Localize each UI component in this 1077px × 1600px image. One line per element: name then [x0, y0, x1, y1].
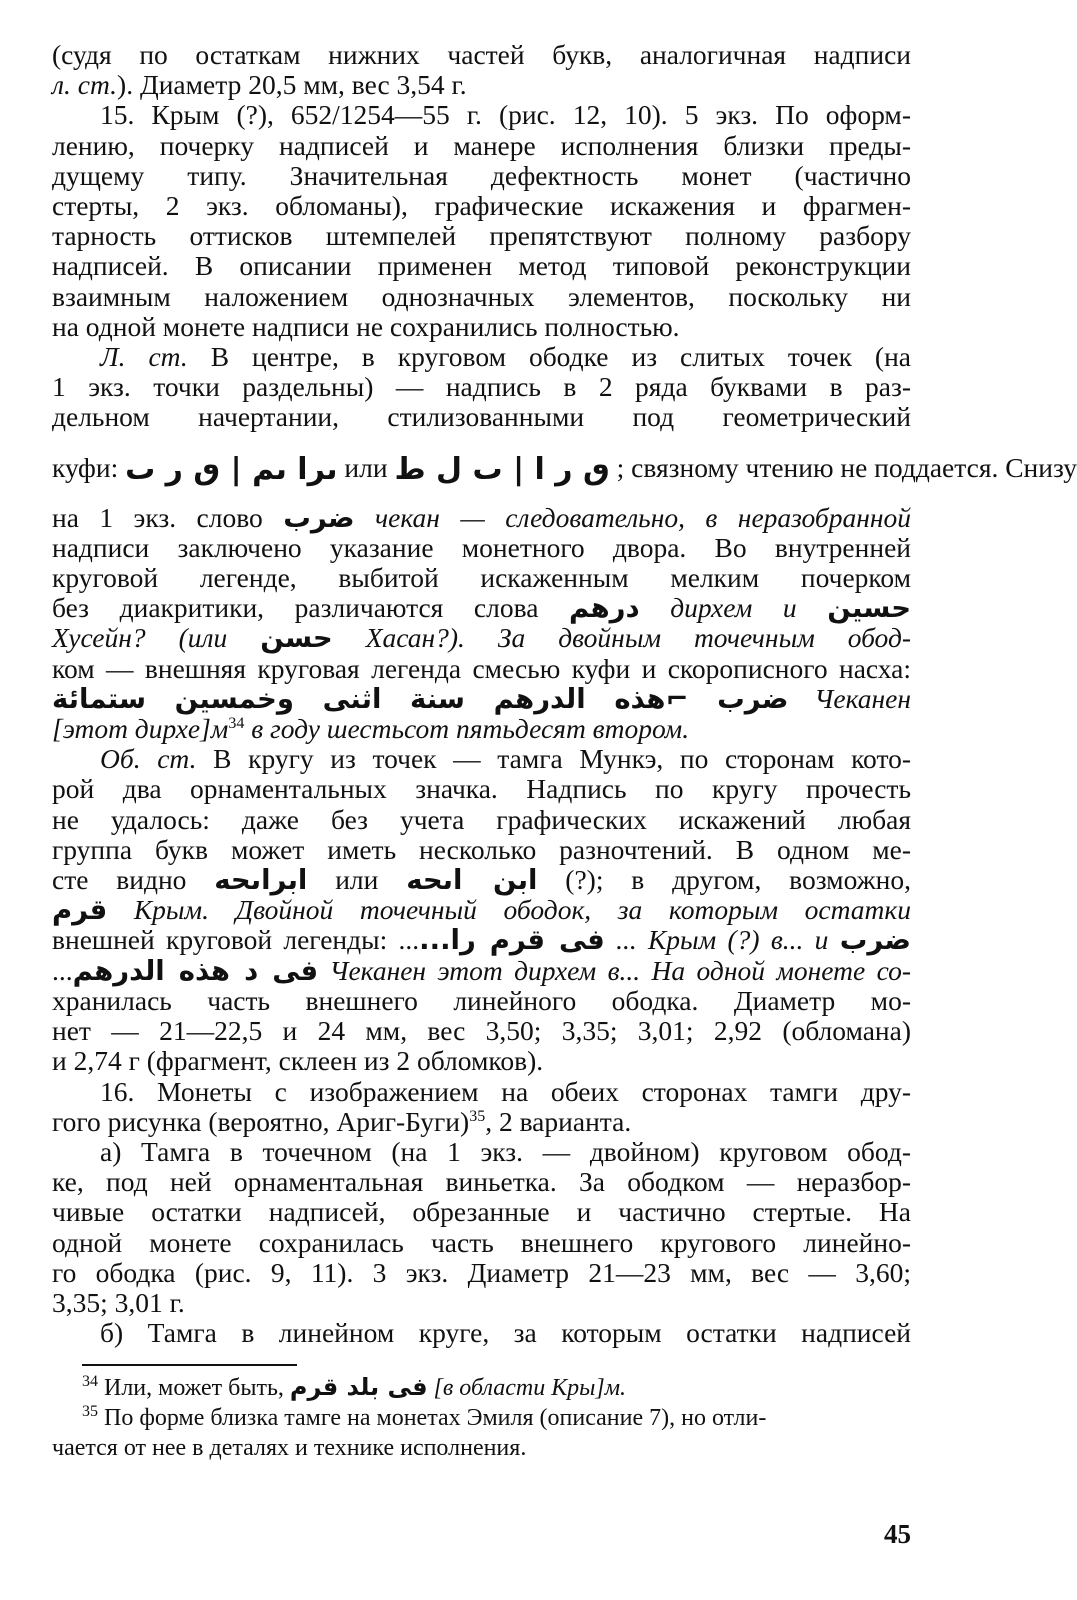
text-line: гого рисунка (вероятно, Ариг-Буги)$^{35}$, 2 варианта.: [52, 1105, 632, 1137]
text-line: قرم Крым. Двойной точечный ободок, за которым остатки: [52, 894, 911, 927]
text-line: надписей. В описании применен метод типовой реконструкции: [52, 250, 911, 282]
text-line: Л. ст. В центре, в круговом ободке из слитых точек (на: [100, 341, 911, 373]
text-line: внешней круговой легенды: ...فى قرم را... ... Крым (?) в... и ضرب: [52, 924, 912, 957]
text-line: и 2,74 г (фрагмент, склеен из 2 обломков).: [52, 1045, 544, 1077]
text-line: не удалось: даже без учета графических искажений любая: [52, 803, 911, 835]
text-line: хранилась часть внешнего линейного ободка. Диаметр мо-: [52, 984, 911, 1016]
text-line: а) Тамга в точечном (на 1 экз. — двойном) круговом обод-: [100, 1135, 911, 1167]
text-line: [этот $дирхе]м^{34}$ в году шестьсот пятьдесят втором.: [52, 713, 690, 745]
page-number: 45: [884, 1519, 911, 1549]
text-line: (судя по остаткам нижних частей букв, аналогичная надписи: [52, 39, 911, 70]
body-text: [52, 39, 1077, 1349]
footnote-35-cont: чается от нее в деталях и технике исполнения.: [52, 1435, 527, 1462]
text-line: ке, под ней орнаментальная виньетка. За ободком — неразбор-: [52, 1166, 911, 1198]
text-line: взаимным наложением однозначных элементов, поскольку ни: [52, 280, 911, 312]
text-line: на 1 экз. слово ضرب чекан — следовательно, в неразобранной: [52, 501, 912, 534]
text-line: го ободка (рис. 9, 11). 3 экз. Диаметр 21—23 мм, вес — 3,60;: [52, 1256, 911, 1288]
footnote-35: $^{35}$ По форме близка тамге на монетах Эмиля (описание 7), но отли-: [82, 1403, 767, 1432]
footnote-34: $^{34}$ Или, может быть, فى بلد قرم [в области Кры]м.: [82, 1373, 627, 1402]
text-line: л. ст.). Диаметр 20,5 мм, вес 3,54 г.: [52, 69, 467, 101]
text-line: куфи: ٮرا ىم | ٯ ر ٮ или ٯ ر ا | ٮ ل ط ; связному чтению не поддается. Снизу: [52, 451, 1077, 488]
text-line: б) Тамга в линейном круге, за которым остатки надписей: [100, 1317, 911, 1349]
text-line: ком — внешняя круговая легенда смесью куфи и скорописного насха:: [52, 652, 911, 684]
text-line: без диакритики, различаются слова درهم дирхем и حسين: [52, 592, 912, 625]
text-line: лению, почерку надписей и манере исполнения близки преды-: [52, 129, 911, 161]
text-line: надписи заключено указание монетного двора. Во внутренней: [52, 531, 911, 563]
text-line: Хусейн? (или حسن Хасан?). За двойным точечным обод-: [52, 622, 912, 655]
text-line: дельном начертании, стилизованными под геометрический: [52, 401, 911, 433]
text-line: дущему типу. Значительная дефектность монет (частично: [52, 159, 911, 191]
text-line: чивые остатки надписей, обрезанные и частично стертые. На: [52, 1196, 911, 1228]
footnotes: [52, 1372, 911, 1463]
text-line: 1 экз. точки раздельны) — надпись в 2 ряда буквами в раз-: [52, 371, 911, 403]
text-line: Об. ст. В кругу из точек — тамга Мункэ, по сторонам кото-: [100, 743, 912, 775]
text-line: группа букв может иметь несколько разночтений. В одном ме-: [52, 833, 911, 865]
text-line: 3,35; 3,01 г.: [52, 1286, 185, 1318]
kufi-inscription-a: ٮرا ىم | ٯ ر ٮ: [125, 452, 338, 488]
text-line: ضرب ⌐هذه الدرهم سنة اثنى وخمسين ستمائة Чеканен: [52, 682, 911, 715]
text-line: одной монете сохранилась часть внешнего кругового линейно-: [52, 1226, 911, 1258]
kufi-inscription-b: ٯ ر ا | ٮ ل ط: [394, 452, 610, 488]
text-line: нет — 21—22,5 и 24 мм, вес 3,50; 3,35; 3,01; 2,92 (обломана): [52, 1015, 911, 1047]
text-line: круговой легенде, выбитой искаженным мелким почерком: [52, 562, 911, 594]
footnote-rule: [82, 1364, 297, 1366]
text-line: 16. Монеты с изображением на обеих сторонах тамги дру-: [100, 1075, 911, 1107]
text-line: сте видно ابراىحه или ابن اىحه (?); в другом, возможно,: [52, 864, 911, 897]
text-line: стерты, 2 экз. обломаны), графические искажения и фрагмен-: [52, 190, 911, 222]
text-line: рой два орнаментальных значка. Надпись по кругу прочесть: [52, 773, 911, 805]
text-line: тарность оттисков штемпелей препятствуют полному разбору: [52, 220, 911, 252]
text-line: ...فى د هذه الدرهم Чеканен этот дирхем в... На одной монете со-: [52, 954, 912, 987]
text-line: на одной монете надписи не сохранились полностью.: [52, 310, 680, 342]
text-line: 15. Крым (?), 652/1254—55 г. (рис. 12, 10). 5 экз. По оформ-: [100, 99, 911, 131]
